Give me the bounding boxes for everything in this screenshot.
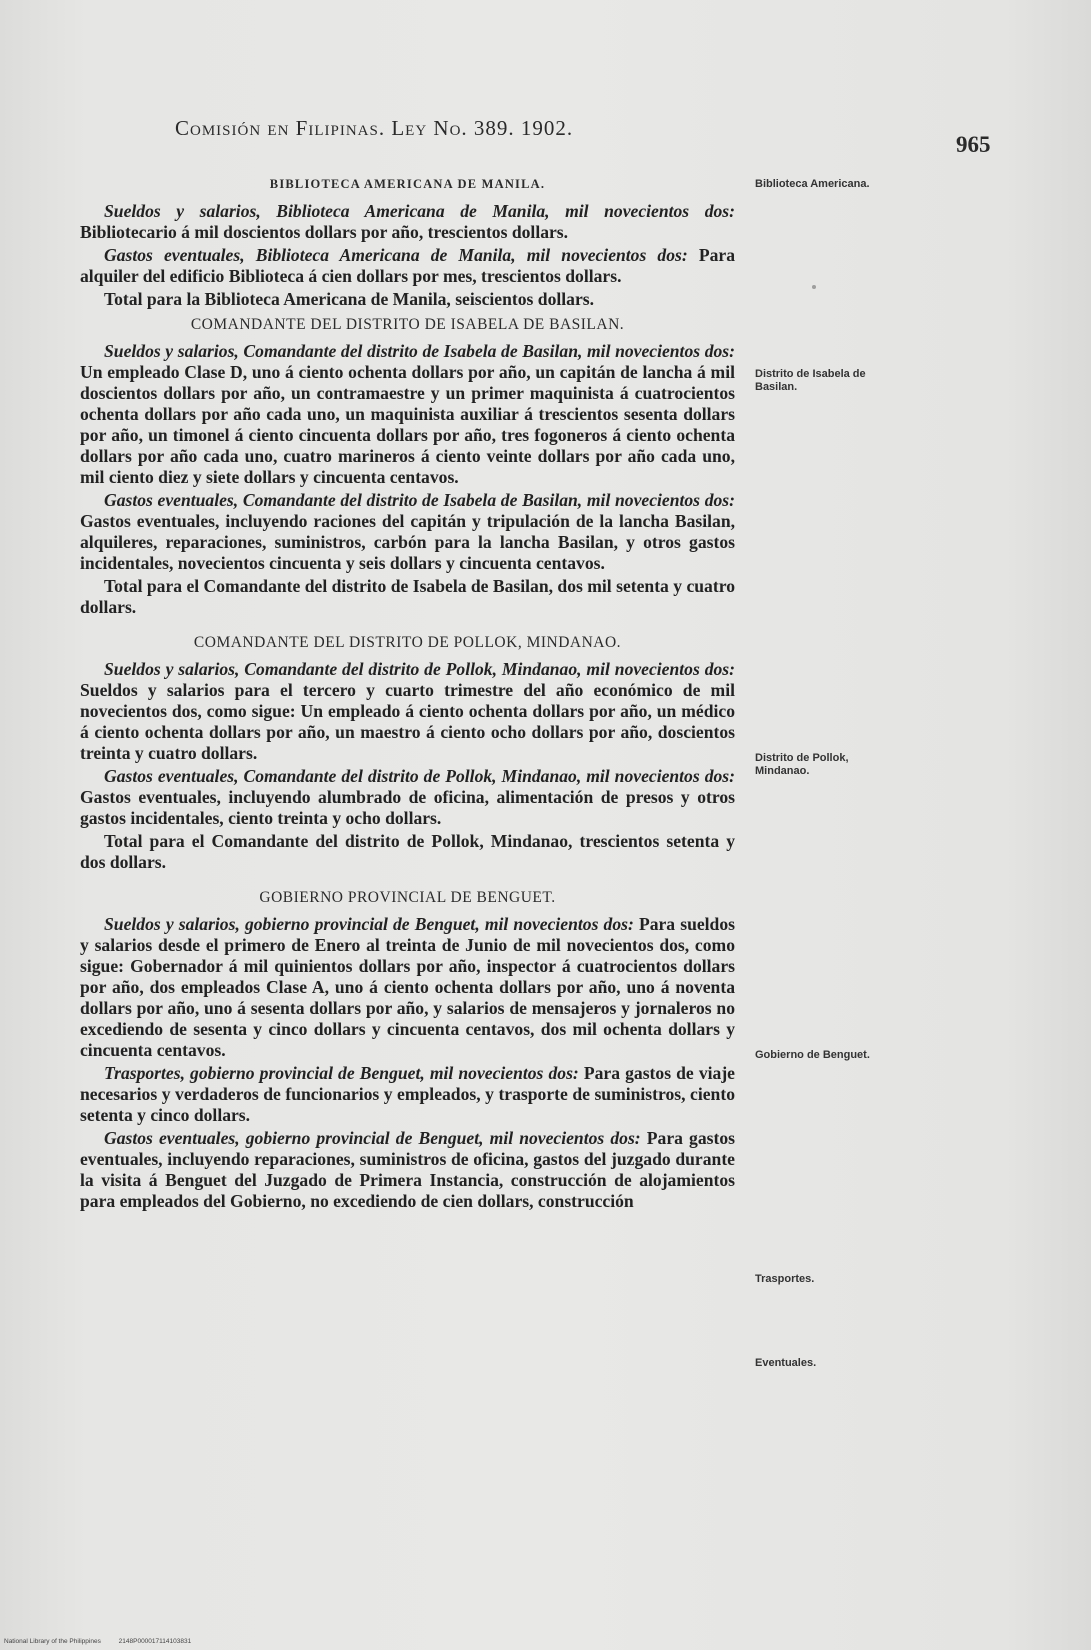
paragraph-text: Gastos eventuales, incluyendo raciones del capitán y tripulación de la lancha Basilan, alquileres, reparaciones, suministros, carbón para la lancha Basilan, y otros gastos incidentales, novecientos cincuenta y seis dollars y cincuenta centavos. xyxy=(80,511,735,573)
paragraph-text: Bibliotecario á mil doscientos dollars por año, trescientos dollars. xyxy=(80,222,569,242)
paragraph-text: Total para el Comandante del distrito de Pollok, Mindanao, trescientos setenta y dos dollars. xyxy=(80,831,735,872)
running-head: Comisión en Filipinas. Ley No. 389. 1902. xyxy=(175,116,574,140)
paragraph-lead: Gastos eventuales, Biblioteca Americana de Manila, mil novecientos dos: xyxy=(104,245,688,265)
paragraph-lead: Trasportes, gobierno provincial de Benguet, mil novecientos dos: xyxy=(104,1063,579,1083)
margin-note-trasportes: Trasportes. xyxy=(755,1273,815,1285)
footer-credit: National Library of the Philippines xyxy=(4,1638,101,1645)
paragraph-lead: Gastos eventuales, Comandante del distrito de Pollok, Mindanao, mil novecientos dos: xyxy=(104,766,735,786)
paragraph xyxy=(80,341,735,488)
paragraph-text: Total para la Biblioteca Americana de Manila, seiscientos dollars. xyxy=(104,289,595,309)
paragraph xyxy=(80,831,735,873)
paragraph-lead: Sueldos y salarios, Comandante del distrito de Pollok, Mindanao, mil novecientos dos: xyxy=(104,659,735,679)
margin-note-eventuales: Eventuales. xyxy=(755,1357,817,1369)
scan-speck xyxy=(812,285,816,289)
paragraph-lead: Gastos eventuales, Comandante del distrito de Isabela de Basilan, mil novecientos dos: xyxy=(104,490,735,510)
paragraph-text: Para sueldos y salarios desde el primero de Enero al treinta de Junio de mil novecientos dos, como sigue: Gobernador á mil quinientos dollars por año, inspector á cuatrocientos dollars por año, dos empleados Clase A, uno á ciento ochenta dollars por año, uno á noventa dollars por año, uno á sesenta dollars por año, y salarios de mensajeros y jornaleros no excediendo de sesenta y cinco dollars y cincuenta centavos, dos mil ochenta dollars y cincuenta centavos. xyxy=(80,914,735,1060)
section-heading: COMANDANTE DEL DISTRITO DE ISABELA DE BASILAN. xyxy=(190,316,625,333)
paragraph xyxy=(80,914,735,1061)
paragraph-text: Para gastos de viaje necesarios y verdaderos de funcionarios y empleados, y trasporte de suministros, ciento setenta y cinco dollars. xyxy=(80,1063,735,1125)
page-number: 965 xyxy=(956,132,991,157)
section-heading: COMANDANTE DEL DISTRITO DE POLLOK, MINDANAO. xyxy=(193,634,622,651)
paragraph-text: Para alquiler del edificio Biblioteca á cien dollars por mes, trescientos dollars. xyxy=(80,245,735,286)
footer-reference: 2148P000017114103831 xyxy=(118,1638,192,1645)
paragraph-text: Sueldos y salarios para el tercero y cuarto trimestre del año económico de mil novecientos dos, como sigue: Un empleado á ciento ochenta dollars por año, un médico á ciento ochenta dollars por año, un maestro á ciento ocho dollars por año, doscientos treinta y cuatro dollars. xyxy=(80,680,735,763)
body-column xyxy=(80,170,735,1214)
margin-note-pollok: Distrito de Pollok, Mindanao. xyxy=(755,752,849,777)
paragraph xyxy=(80,289,735,310)
paragraph-text: Gastos eventuales, incluyendo alumbrado de oficina, alimentación de presos y otros gastos incidentales, ciento treinta y ocho dollars. xyxy=(80,787,735,828)
margin-note-benguet: Gobierno de Benguet. xyxy=(755,1049,870,1061)
paragraph xyxy=(80,659,735,764)
margin-note-biblioteca: Biblioteca Americana. xyxy=(755,178,870,190)
paragraph-lead: Sueldos y salarios, gobierno provincial de Benguet, mil novecientos dos: xyxy=(104,914,634,934)
section-heading: GOBIERNO PROVINCIAL DE BENGUET. xyxy=(259,889,556,906)
paragraph-text: Para gastos eventuales, incluyendo reparaciones, suministros de oficina, gastos del juzgado durante la visita á Benguet del Juzgado de Primera Instancia, construcción de alojamientos para empleados del Gobierno, no excediendo de cien dollars, construcción xyxy=(80,1128,735,1211)
paragraph xyxy=(80,490,735,574)
paragraph xyxy=(80,245,735,287)
paragraph-lead: Sueldos y salarios, Biblioteca Americana de Manila, mil novecientos dos: xyxy=(104,201,735,221)
scan-footer xyxy=(4,1638,207,1645)
margin-note-isabela: Distrito de Isabela de Basilan. xyxy=(755,368,866,393)
paragraph xyxy=(80,766,735,829)
paragraph-lead: Gastos eventuales, gobierno provincial de Benguet, mil novecientos dos: xyxy=(104,1128,641,1148)
paragraph xyxy=(80,1063,735,1126)
paragraph xyxy=(80,1128,735,1212)
paragraph-lead: Sueldos y salarios, Comandante del distrito de Isabela de Basilan, mil novecientos dos: xyxy=(104,341,735,361)
paragraph-text: Total para el Comandante del distrito de Isabela de Basilan, dos mil setenta y cuatro dollars. xyxy=(80,576,735,617)
section-heading: BIBLIOTECA AMERICANA DE MANILA. xyxy=(269,177,546,191)
paragraph xyxy=(80,576,735,618)
paragraph-text: Un empleado Clase D, uno á ciento ochenta dollars por año, un capitán de lancha á mil doscientos dollars por año, un contramaestre y un primer maquinista á cuatrocientos ochenta dollars por año cada uno, un maquinista auxiliar á trescientos sesenta dollars por año, un timonel á ciento cincuenta dollars por año, tres fogoneros á ciento ochenta dollars por año cada uno, cuatro marineros á ciento veinte dollars por año cada uno, mil ciento diez y siete dollars y cincuenta centavos. xyxy=(80,362,735,487)
paragraph xyxy=(80,201,735,243)
